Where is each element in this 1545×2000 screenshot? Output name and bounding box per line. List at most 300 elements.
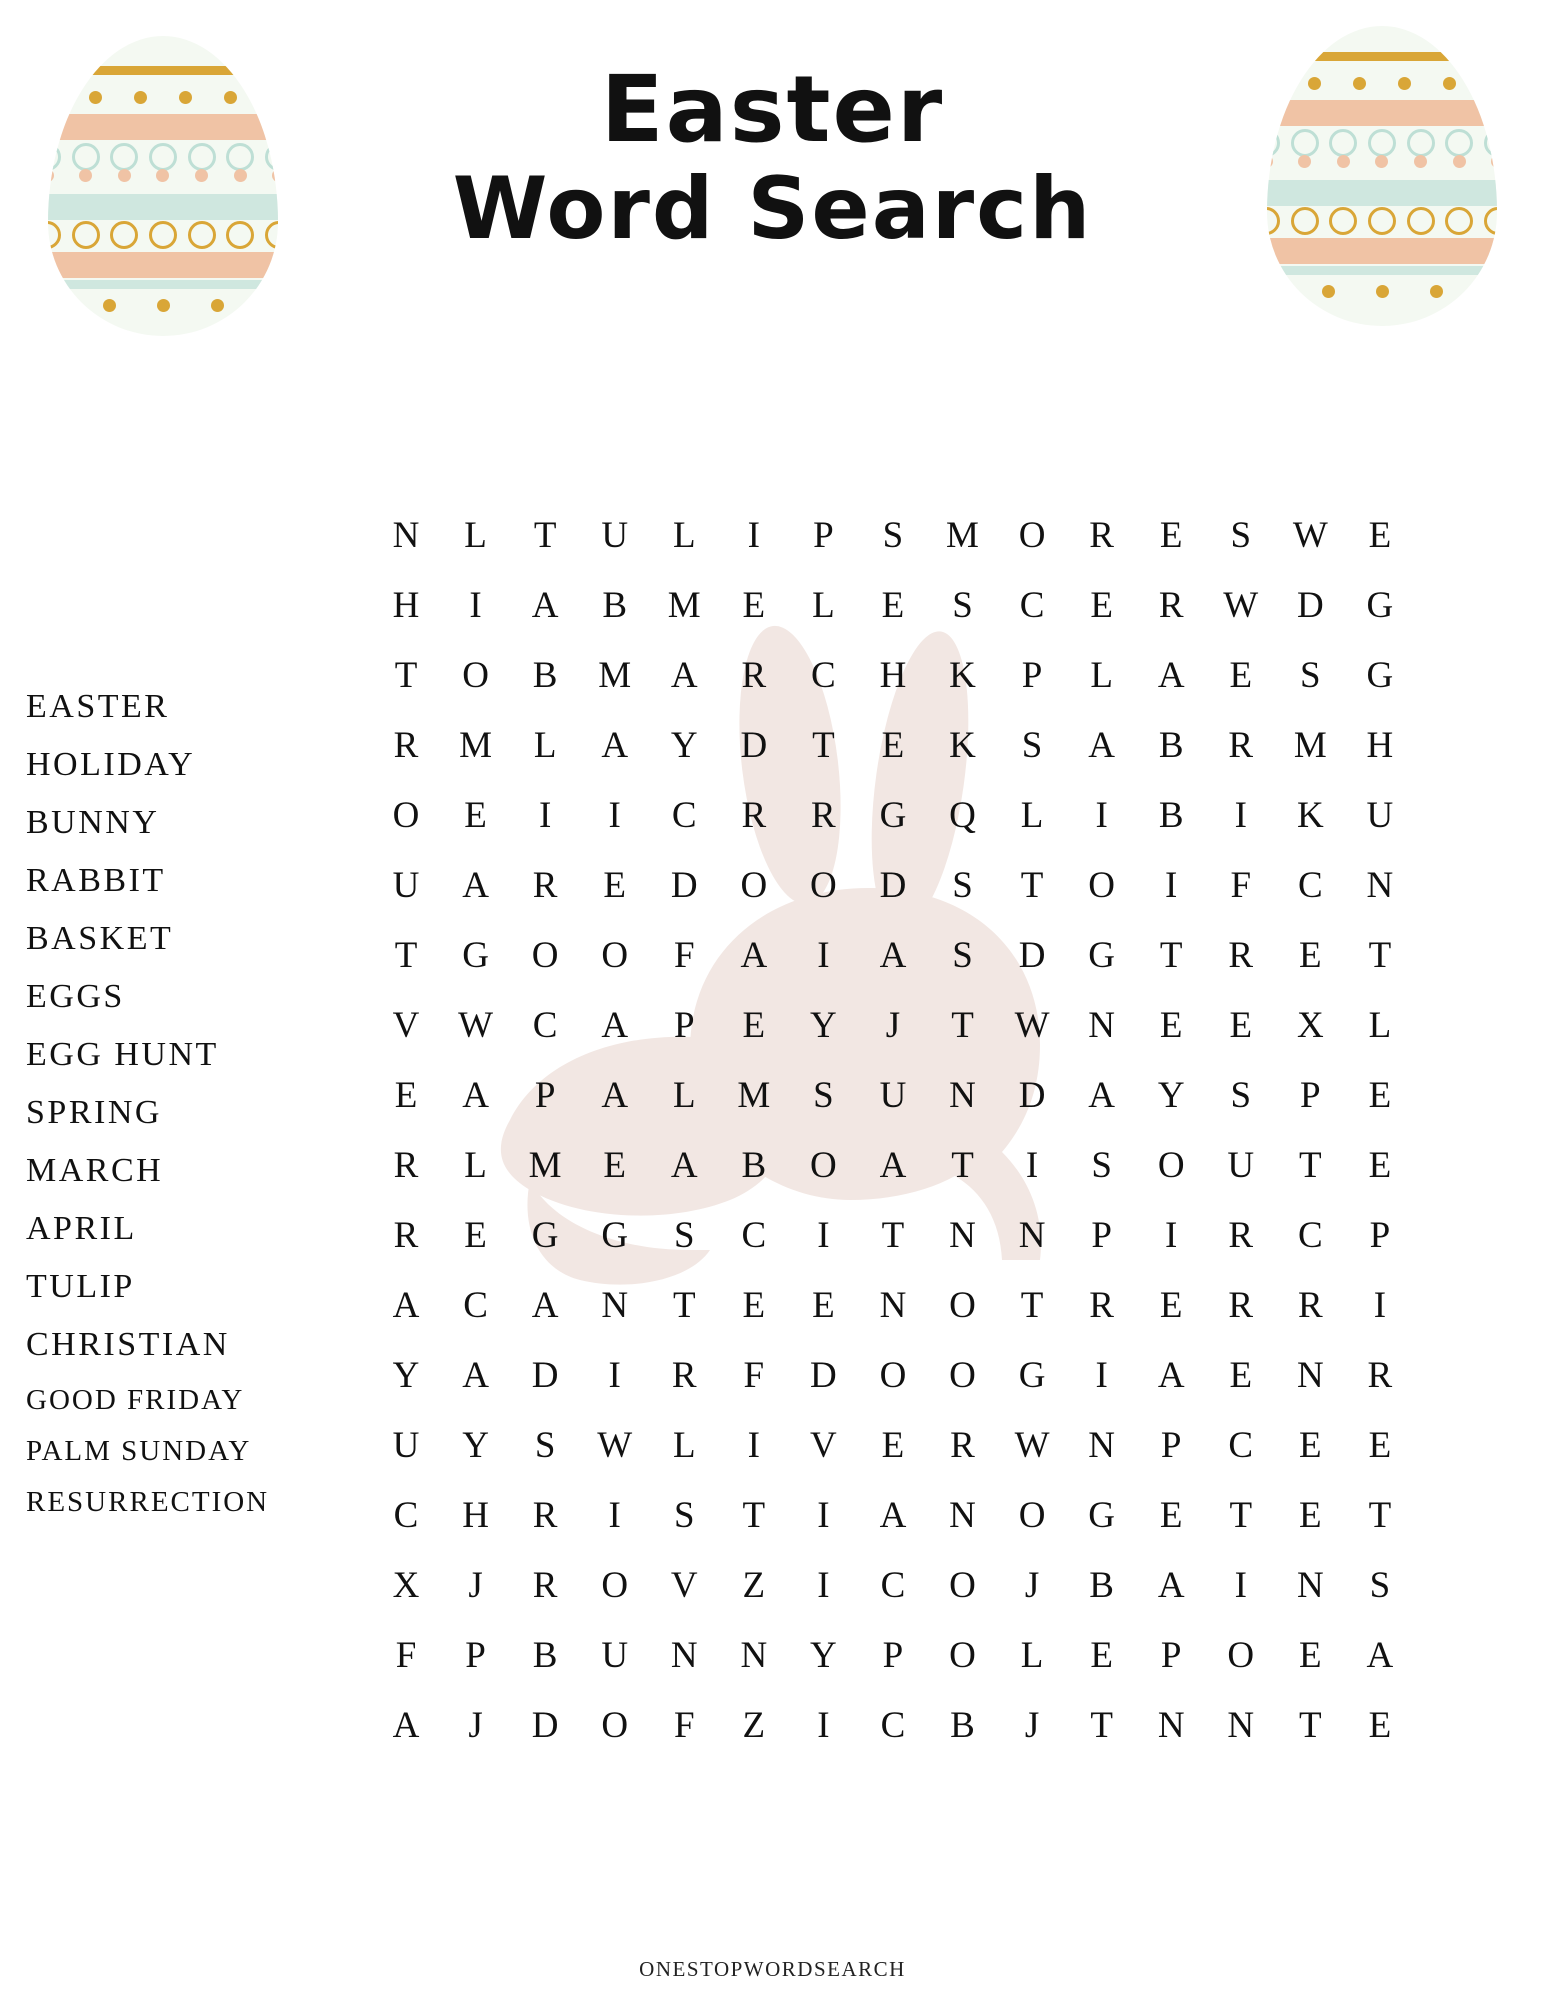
egg-dots <box>48 294 278 316</box>
grid-cell: B <box>532 1634 558 1676</box>
grid-cell: A <box>670 1144 698 1186</box>
grid-cell: T <box>1229 1494 1253 1536</box>
grid-cell: R <box>1089 514 1114 556</box>
grid-cell: R <box>1228 1284 1254 1326</box>
grid-cell: A <box>1157 654 1185 696</box>
grid-cell: O <box>740 864 768 906</box>
grid-cell: L <box>1368 1004 1392 1046</box>
grid-cell: O <box>531 934 559 976</box>
grid-cell: V <box>670 1564 698 1606</box>
grid-cell: Y <box>810 1004 837 1046</box>
grid-cell: R <box>393 724 419 766</box>
grid-cell: G <box>1366 654 1394 696</box>
grid-cell: W <box>1014 1424 1050 1466</box>
grid-cell: C <box>1228 1424 1254 1466</box>
grid-cell: A <box>740 934 768 976</box>
egg-dots <box>1267 280 1497 302</box>
grid-cell: M <box>459 724 493 766</box>
word-list-item: PALM SUNDAY <box>26 1435 252 1467</box>
grid-cell: A <box>601 1074 629 1116</box>
grid-cell: S <box>1300 654 1321 696</box>
grid-cell: U <box>392 1424 420 1466</box>
grid-cell: G <box>531 1214 559 1256</box>
grid-cell: I <box>747 1424 760 1466</box>
grid-cell: Y <box>1157 1074 1185 1116</box>
grid-cell: A <box>1157 1564 1185 1606</box>
grid-cell: R <box>1228 724 1254 766</box>
grid-cell: J <box>1024 1704 1040 1746</box>
grid-cell: P <box>813 514 834 556</box>
grid-cell: E <box>1368 1074 1392 1116</box>
grid-cell: O <box>810 1144 837 1186</box>
grid-cell: F <box>395 1634 417 1676</box>
grid-cell: A <box>392 1704 420 1746</box>
grid-cell: N <box>1296 1354 1324 1396</box>
grid-cell: R <box>1297 1284 1323 1326</box>
easter-egg-right-icon <box>1267 26 1497 326</box>
grid-cell: R <box>1228 1214 1254 1256</box>
grid-cell: F <box>743 1354 765 1396</box>
grid-cell: S <box>673 1214 695 1256</box>
grid-cell: W <box>597 1424 633 1466</box>
word-list <box>26 690 356 1539</box>
grid-cell: F <box>673 934 695 976</box>
grid-cell: L <box>812 584 835 626</box>
grid-cell: W <box>1014 1004 1050 1046</box>
grid-cell: E <box>1229 654 1253 696</box>
grid-cell: I <box>817 934 830 976</box>
grid-cell: U <box>1366 794 1394 836</box>
easter-egg-left-icon <box>48 36 278 336</box>
grid-cell: D <box>879 864 907 906</box>
grid-cell: T <box>1299 1144 1322 1186</box>
grid-cell: C <box>671 794 697 836</box>
grid-cell: R <box>950 1424 975 1466</box>
grid-cell: O <box>1088 864 1115 906</box>
grid-cell: F <box>673 1704 695 1746</box>
grid-cell: C <box>741 1214 767 1256</box>
grid-cell: L <box>672 1424 696 1466</box>
grid-cell: R <box>393 1144 419 1186</box>
grid-cell: G <box>1366 584 1394 626</box>
grid-cell: T <box>394 654 418 696</box>
grid-cell: G <box>1018 1354 1046 1396</box>
grid-cell: W <box>1292 514 1328 556</box>
word-list-item: BUNNY <box>26 804 160 841</box>
grid-cell: R <box>671 1354 697 1396</box>
grid-cell: S <box>952 584 973 626</box>
grid-cell: R <box>811 794 836 836</box>
grid-cell: B <box>950 1704 975 1746</box>
grid-cell: S <box>813 1074 834 1116</box>
grid-cell: P <box>1300 1074 1321 1116</box>
grid-cell: E <box>742 1284 766 1326</box>
grid-cell: I <box>1234 794 1247 836</box>
grid-cell: D <box>810 1354 837 1396</box>
letter-grid <box>378 500 1408 1760</box>
grid-cell: Z <box>742 1564 766 1606</box>
grid-cell: N <box>1157 1704 1185 1746</box>
egg-scallop <box>48 232 278 252</box>
grid-row <box>378 1410 1408 1480</box>
grid-cell: E <box>1368 1144 1392 1186</box>
grid-row <box>378 500 1408 570</box>
word-list-item: RABBIT <box>26 862 166 899</box>
grid-cell: D <box>531 1704 559 1746</box>
egg-band <box>1267 180 1497 206</box>
grid-cell: E <box>1159 514 1183 556</box>
grid-cell: A <box>601 1004 629 1046</box>
word-list-item: EGGS <box>26 978 125 1015</box>
grid-cell: A <box>462 1074 489 1116</box>
grid-cell: T <box>812 724 835 766</box>
grid-cell: K <box>949 724 976 766</box>
grid-cell: N <box>670 1634 698 1676</box>
grid-cell: S <box>1230 514 1252 556</box>
grid-cell: G <box>879 794 907 836</box>
grid-cell: I <box>608 1494 621 1536</box>
word-list-item: APRIL <box>26 1210 137 1247</box>
grid-cell: U <box>601 1634 629 1676</box>
grid-cell: N <box>740 1634 768 1676</box>
grid-cell: K <box>1296 794 1324 836</box>
grid-cell: B <box>1158 794 1184 836</box>
egg-dots <box>48 164 278 186</box>
grid-cell: E <box>1229 1004 1253 1046</box>
grid-cell: T <box>394 934 418 976</box>
grid-cell: O <box>601 934 629 976</box>
egg-dots <box>48 86 278 108</box>
grid-cell: N <box>879 1284 907 1326</box>
grid-cell: T <box>742 1494 766 1536</box>
word-list-item: HOLIDAY <box>26 746 196 783</box>
grid-cell: T <box>1159 934 1183 976</box>
grid-cell: O <box>1157 1144 1185 1186</box>
grid-cell: A <box>879 1494 907 1536</box>
title-line-2: Word Search <box>452 159 1093 260</box>
grid-cell: U <box>1227 1144 1255 1186</box>
grid-cell: I <box>538 794 552 836</box>
grid-cell: I <box>608 1354 621 1396</box>
grid-cell: C <box>463 1284 488 1326</box>
grid-cell: P <box>1369 1214 1391 1256</box>
grid-cell: A <box>462 1354 489 1396</box>
grid-row <box>378 780 1408 850</box>
grid-cell: R <box>1228 934 1254 976</box>
grid-cell: I <box>1234 1564 1247 1606</box>
grid-row <box>378 1690 1408 1760</box>
grid-row <box>378 920 1408 990</box>
grid-cell: N <box>392 514 420 556</box>
grid-cell: E <box>603 1144 626 1186</box>
grid-cell: E <box>1159 1284 1183 1326</box>
grid-cell: N <box>1296 1564 1324 1606</box>
grid-cell: S <box>1230 1074 1252 1116</box>
grid-cell: I <box>1095 1354 1108 1396</box>
grid-cell: E <box>603 864 626 906</box>
egg-scallop <box>1267 218 1497 238</box>
grid-cell: O <box>949 1284 976 1326</box>
grid-cell: I <box>817 1214 830 1256</box>
grid-cell: S <box>673 1494 695 1536</box>
grid-row <box>378 1550 1408 1620</box>
grid-cell: T <box>951 1144 974 1186</box>
grid-cell: O <box>392 794 420 836</box>
grid-cell: L <box>1090 654 1113 696</box>
grid-cell: O <box>1227 1634 1255 1676</box>
grid-cell: A <box>879 934 907 976</box>
grid-cell: E <box>881 1424 905 1466</box>
grid-cell: S <box>1021 724 1043 766</box>
grid-cell: E <box>742 1004 766 1046</box>
egg-band <box>1267 100 1497 126</box>
grid-cell: J <box>1024 1564 1040 1606</box>
grid-cell: R <box>532 864 558 906</box>
grid-cell: P <box>1160 1424 1182 1466</box>
grid-cell: C <box>532 1004 558 1046</box>
grid-cell: L <box>1020 794 1044 836</box>
grid-cell: N <box>601 1284 629 1326</box>
grid-cell: T <box>1020 1284 1044 1326</box>
grid-row <box>378 1340 1408 1410</box>
grid-cell: P <box>1021 654 1043 696</box>
word-list-item: MARCH <box>26 1152 164 1189</box>
grid-cell: D <box>1018 1074 1046 1116</box>
grid-cell: C <box>880 1564 906 1606</box>
grid-cell: C <box>1297 1214 1323 1256</box>
grid-cell: L <box>533 724 557 766</box>
grid-cell: A <box>531 1284 559 1326</box>
grid-cell: R <box>741 654 767 696</box>
grid-cell: N <box>1366 864 1394 906</box>
grid-cell: L <box>672 514 696 556</box>
grid-cell: D <box>740 724 768 766</box>
grid-cell: P <box>1160 1634 1182 1676</box>
grid-cell: K <box>949 654 976 696</box>
grid-cell: H <box>392 584 420 626</box>
grid-cell: A <box>462 864 489 906</box>
grid-cell: E <box>464 794 487 836</box>
grid-cell: W <box>1223 584 1259 626</box>
grid-cell: C <box>1019 584 1045 626</box>
grid-cell: U <box>879 1074 907 1116</box>
grid-cell: A <box>879 1144 907 1186</box>
footer-credit: ONESTOPWORDSEARCH <box>639 1957 906 1981</box>
grid-cell: C <box>1297 864 1323 906</box>
grid-cell: E <box>464 1214 487 1256</box>
grid-cell: R <box>393 1214 419 1256</box>
grid-cell: M <box>946 514 979 556</box>
grid-cell: C <box>811 654 836 696</box>
grid-row <box>378 1060 1408 1130</box>
word-list-item: GOOD FRIDAY <box>26 1384 245 1416</box>
grid-cell: M <box>598 654 632 696</box>
grid-cell: D <box>670 864 698 906</box>
grid-cell: I <box>1095 794 1108 836</box>
grid-cell: Y <box>392 1354 420 1396</box>
grid-row <box>378 850 1408 920</box>
grid-cell: R <box>1367 1354 1393 1396</box>
grid-cell: I <box>1025 1144 1039 1186</box>
grid-cell: N <box>949 1214 976 1256</box>
grid-row <box>378 990 1408 1060</box>
grid-cell: I <box>1373 1284 1387 1326</box>
grid-cell: A <box>392 1284 420 1326</box>
grid-cell: T <box>881 1214 905 1256</box>
grid-cell: E <box>1159 1494 1183 1536</box>
egg-band <box>1267 52 1497 61</box>
word-list-item: BASKET <box>26 920 174 957</box>
grid-cell: E <box>1229 1354 1253 1396</box>
grid-cell: Y <box>670 724 698 766</box>
grid-cell: X <box>392 1564 420 1606</box>
grid-cell: I <box>469 584 482 626</box>
word-list-item: RESURRECTION <box>26 1486 270 1518</box>
grid-row <box>378 710 1408 780</box>
grid-cell: V <box>810 1424 837 1466</box>
grid-cell: Y <box>810 1634 837 1676</box>
word-list-item: EASTER <box>26 688 170 725</box>
egg-band <box>48 280 278 289</box>
grid-cell: O <box>949 1354 976 1396</box>
grid-cell: I <box>817 1494 830 1536</box>
grid-cell: S <box>952 934 973 976</box>
grid-cell: M <box>667 584 701 626</box>
grid-cell: E <box>1090 584 1113 626</box>
grid-cell: C <box>880 1704 906 1746</box>
grid-cell: U <box>392 864 420 906</box>
grid-cell: G <box>1088 934 1115 976</box>
grid-cell: S <box>882 514 904 556</box>
grid-cell: G <box>1088 1494 1115 1536</box>
grid-cell: W <box>458 1004 494 1046</box>
word-list-item: TULIP <box>26 1268 135 1305</box>
grid-cell: J <box>468 1704 483 1746</box>
grid-cell: R <box>741 794 767 836</box>
grid-cell: I <box>747 514 760 556</box>
word-list-item: EGG HUNT <box>26 1036 219 1073</box>
grid-cell: T <box>1020 864 1044 906</box>
grid-row <box>378 570 1408 640</box>
grid-cell: A <box>1088 1074 1115 1116</box>
grid-cell: F <box>1230 864 1252 906</box>
grid-cell: P <box>1091 1214 1112 1256</box>
grid-cell: G <box>462 934 489 976</box>
grid-cell: N <box>1088 1004 1115 1046</box>
grid-cell: L <box>672 1074 696 1116</box>
grid-cell: P <box>534 1074 556 1116</box>
grid-cell: R <box>1089 1284 1114 1326</box>
egg-dots <box>1267 150 1497 172</box>
grid-cell: O <box>601 1704 629 1746</box>
grid-cell: E <box>1368 1424 1392 1466</box>
grid-cell: O <box>1018 514 1046 556</box>
grid-cell: T <box>1090 1704 1113 1746</box>
grid-cell: N <box>1088 1424 1115 1466</box>
word-list-item: CHRISTIAN <box>26 1326 230 1363</box>
grid-cell: A <box>1157 1354 1185 1396</box>
grid-cell: T <box>1368 1494 1392 1536</box>
grid-cell: Y <box>462 1424 489 1466</box>
grid-cell: T <box>533 514 557 556</box>
grid-cell: V <box>392 1004 420 1046</box>
grid-cell: T <box>1299 1704 1322 1746</box>
grid-cell: T <box>672 1284 696 1326</box>
grid-cell: A <box>1088 724 1115 766</box>
grid-cell: Z <box>742 1704 766 1746</box>
grid-cell: M <box>1293 724 1327 766</box>
grid-cell: M <box>737 1074 771 1116</box>
grid-cell: O <box>879 1354 907 1396</box>
grid-cell: B <box>1089 1564 1114 1606</box>
grid-cell: I <box>1165 1214 1178 1256</box>
grid-cell: S <box>534 1424 556 1466</box>
grid-cell: R <box>532 1564 558 1606</box>
egg-band <box>1267 238 1497 264</box>
egg-band <box>48 114 278 140</box>
word-list-item: SPRING <box>26 1094 162 1131</box>
grid-cell: J <box>885 1004 901 1046</box>
grid-cell: D <box>531 1354 559 1396</box>
grid-cell: O <box>1018 1494 1046 1536</box>
grid-cell: O <box>462 654 489 696</box>
grid-cell: C <box>393 1494 419 1536</box>
grid-cell: G <box>601 1214 629 1256</box>
grid-row <box>378 640 1408 710</box>
grid-cell: N <box>949 1494 976 1536</box>
grid-row <box>378 1200 1408 1270</box>
grid-cell: B <box>602 584 628 626</box>
grid-cell: E <box>881 584 905 626</box>
grid-cell: E <box>812 1284 835 1326</box>
grid-cell: L <box>1020 1634 1044 1676</box>
grid-cell: I <box>608 794 621 836</box>
grid-cell: R <box>1158 584 1184 626</box>
grid-cell: M <box>528 1144 562 1186</box>
grid-cell: S <box>1369 1564 1391 1606</box>
grid-row <box>378 1270 1408 1340</box>
grid-cell: H <box>462 1494 489 1536</box>
grid-row <box>378 1130 1408 1200</box>
grid-cell: O <box>949 1634 976 1676</box>
grid-cell: E <box>1299 1424 1322 1466</box>
grid-cell: L <box>464 514 487 556</box>
grid-cell: E <box>1299 1494 1322 1536</box>
grid-cell: I <box>1165 864 1178 906</box>
grid-cell: B <box>1158 724 1184 766</box>
grid-cell: N <box>1018 1214 1046 1256</box>
grid-cell: E <box>742 584 766 626</box>
grid-cell: H <box>1366 724 1394 766</box>
grid-cell: P <box>673 1004 695 1046</box>
grid-cell: I <box>817 1704 830 1746</box>
egg-band <box>1267 266 1497 275</box>
grid-cell: T <box>951 1004 974 1046</box>
grid-cell: P <box>465 1634 486 1676</box>
grid-cell: A <box>1366 1634 1394 1676</box>
egg-band <box>48 194 278 220</box>
grid-cell: O <box>949 1564 976 1606</box>
grid-cell: J <box>468 1564 483 1606</box>
grid-cell: U <box>601 514 629 556</box>
grid-cell: O <box>810 864 837 906</box>
grid-row <box>378 1480 1408 1550</box>
grid-cell: A <box>531 584 559 626</box>
grid-cell: H <box>879 654 907 696</box>
grid-cell: B <box>741 1144 767 1186</box>
grid-cell: N <box>949 1074 976 1116</box>
grid-cell: S <box>952 864 973 906</box>
